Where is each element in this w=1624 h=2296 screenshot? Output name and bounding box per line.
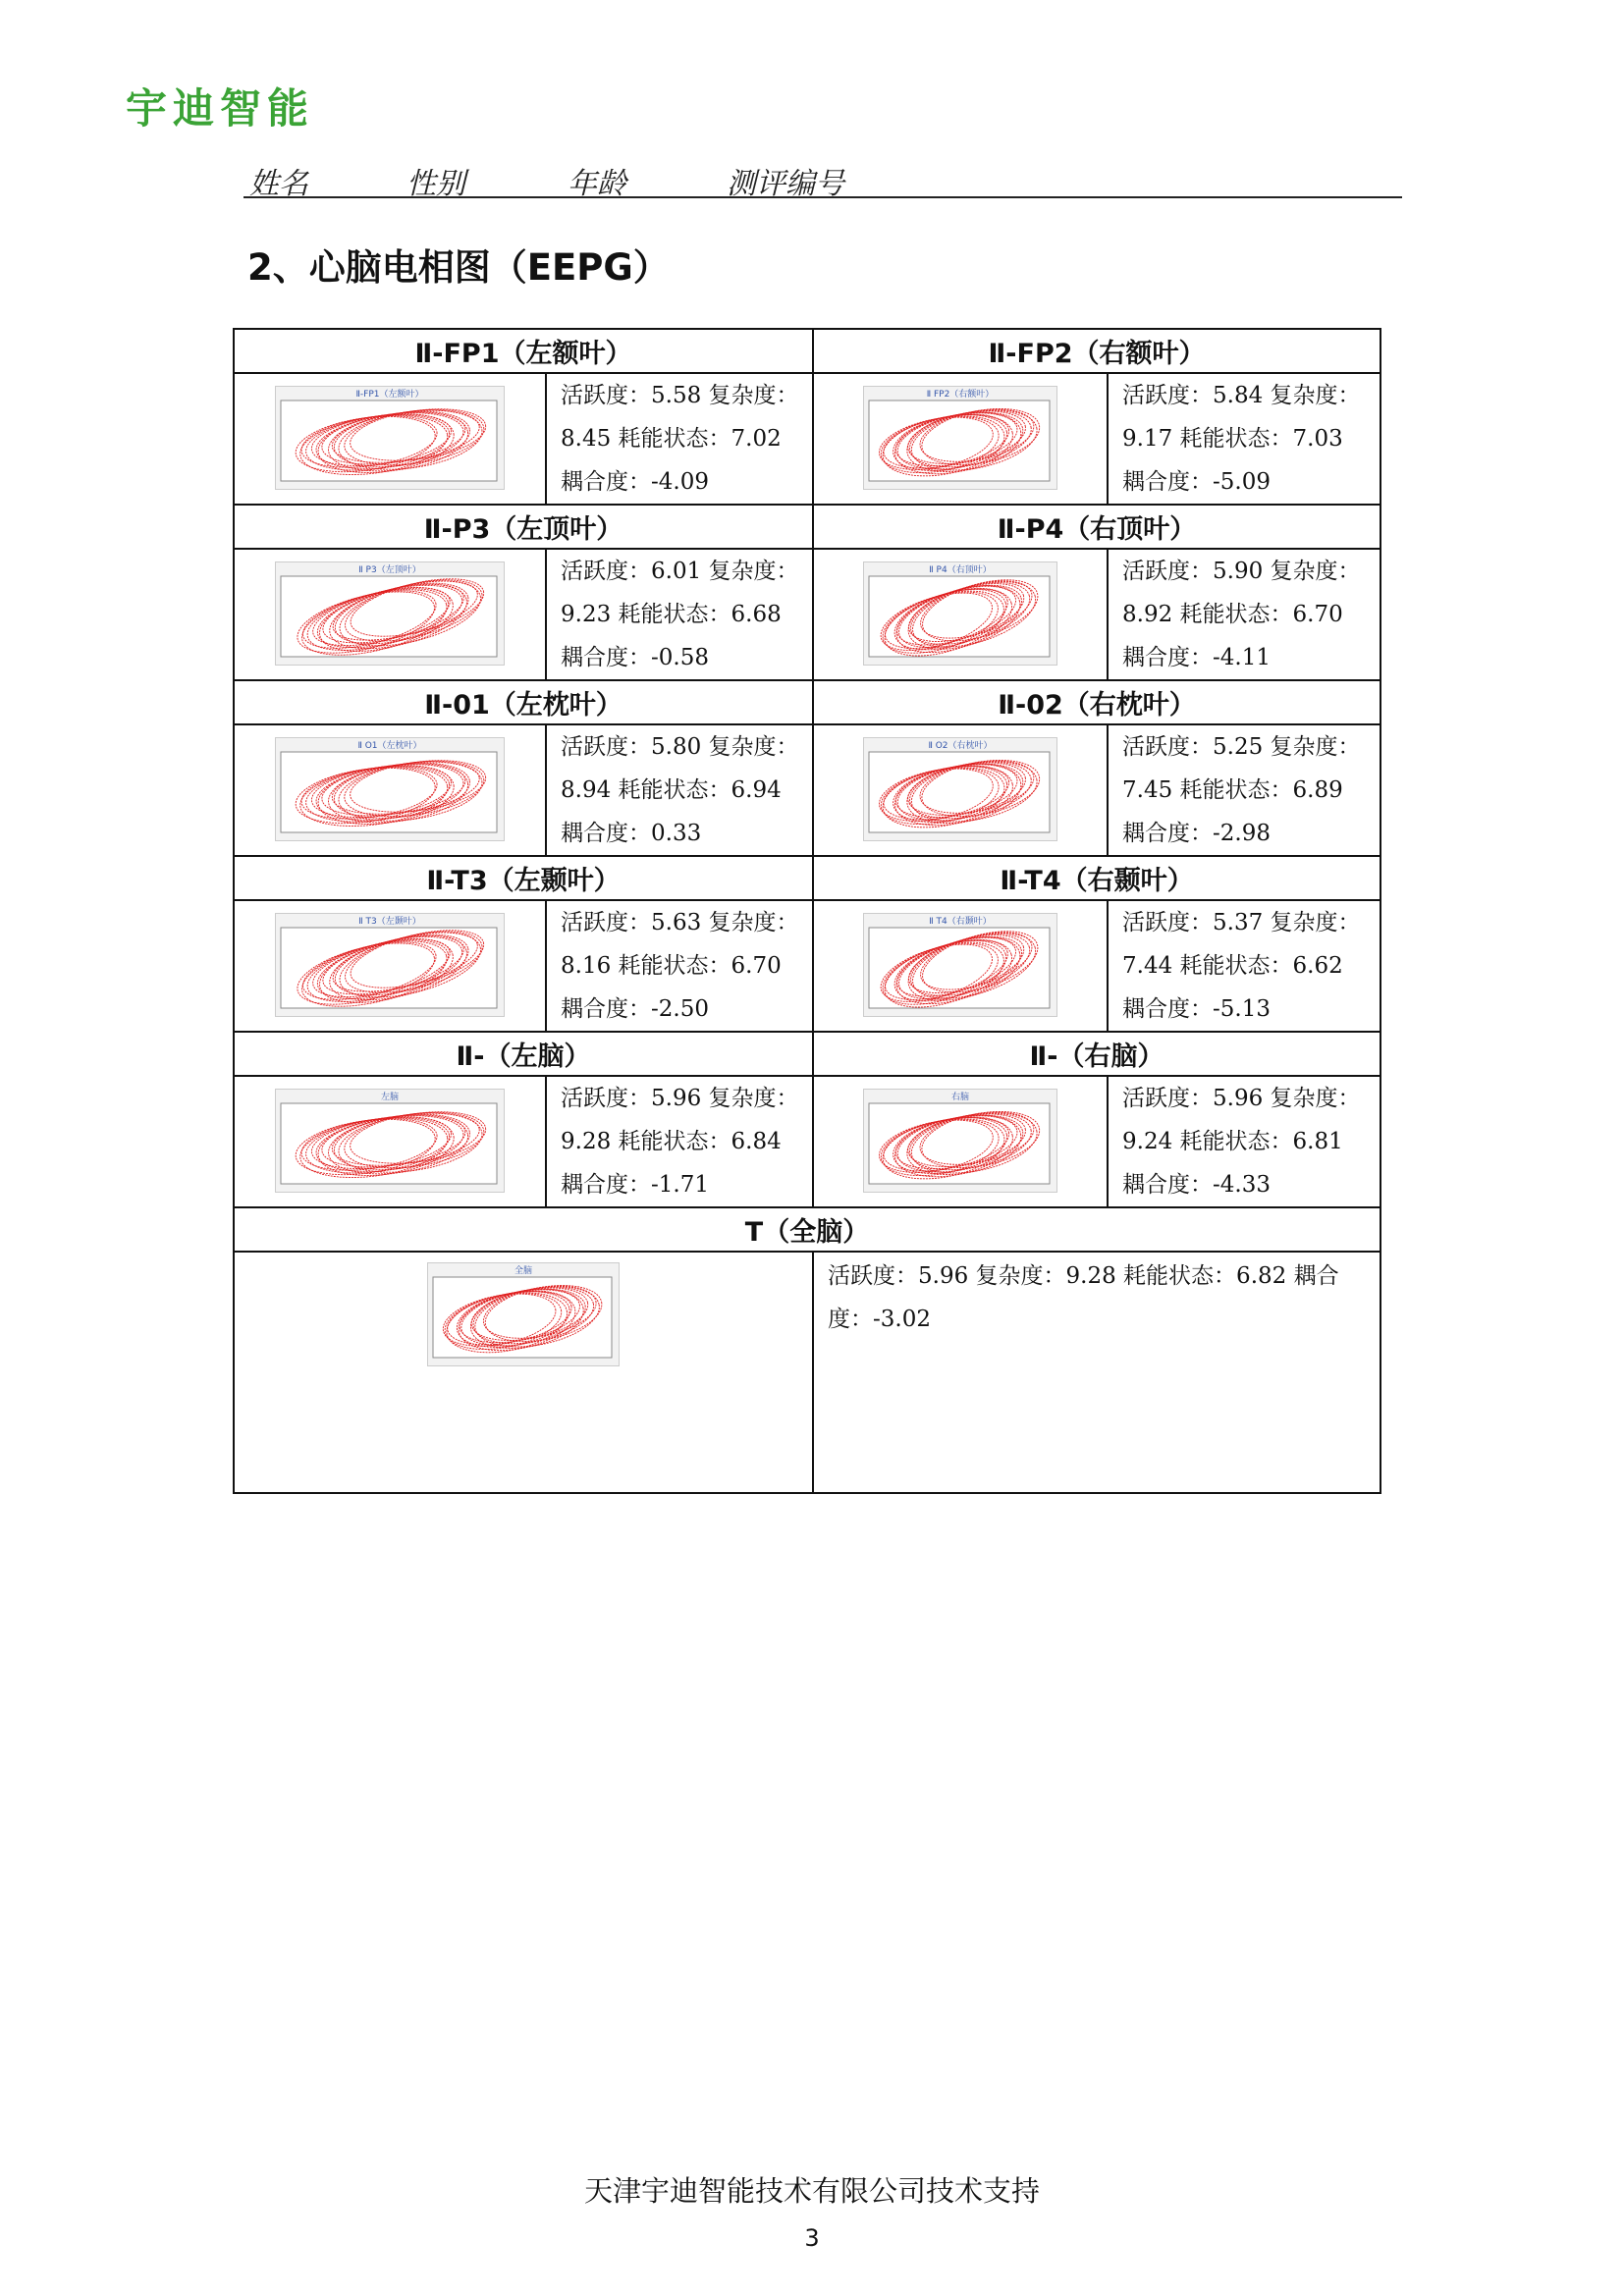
- metric-line: 耦合度：-1.71: [561, 1172, 709, 1198]
- eeg-phase-plot: [275, 386, 505, 490]
- region-plot-cell: [234, 373, 546, 505]
- metric-line: 耦合度：-4.11: [1122, 645, 1271, 670]
- metric-line: 7.45 耗能状态：6.89: [1122, 777, 1343, 803]
- metric-line: 8.45 耗能状态：7.02: [561, 426, 782, 452]
- whole-brain-title-row: [234, 1207, 1380, 1252]
- region-plot-cell: [234, 549, 546, 680]
- metric-line: 8.16 耗能状态：6.70: [561, 953, 782, 979]
- metric-line: 耦合度：-2.98: [1122, 821, 1271, 846]
- patient-info-header: [244, 155, 1402, 201]
- region-title: Ⅱ-01（左枕叶）: [234, 680, 813, 724]
- plot-title: Ⅱ T4（右颞叶）: [929, 916, 992, 927]
- region-plot-cell: [813, 724, 1108, 856]
- region-title: Ⅱ-T3（左颞叶）: [234, 856, 813, 900]
- gender-label: 性别: [406, 167, 465, 201]
- plot-title: Ⅱ P4（右顶叶）: [929, 564, 992, 575]
- age-label: 年龄: [568, 167, 626, 201]
- metric-line: 8.94 耗能状态：6.94: [561, 777, 782, 803]
- section-title: 2、心脑电相图（EEPG）: [247, 246, 670, 289]
- eeg-phase-plot: [275, 561, 505, 666]
- region-metrics: [546, 549, 813, 680]
- whole-brain-content-row: [234, 1252, 1380, 1493]
- region-content-row: [234, 724, 1380, 856]
- eeg-phase-plot: [275, 737, 505, 841]
- plot-title: Ⅱ T3（左颞叶）: [358, 916, 421, 927]
- metric-line: 9.23 耗能状态：6.68: [561, 602, 782, 627]
- whole-brain-title: T（全脑）: [234, 1207, 1380, 1252]
- test-id-label: 测评编号: [727, 167, 844, 201]
- region-plot-cell: [813, 900, 1108, 1032]
- region-plot-cell: [813, 373, 1108, 505]
- metric-line: 耦合度：0.33: [561, 821, 702, 846]
- region-metrics: [1108, 373, 1380, 505]
- region-title-row: [234, 329, 1380, 373]
- metric-line: 活跃度：5.96 复杂度：: [1122, 1086, 1361, 1111]
- metric-line: 活跃度：5.80 复杂度：: [561, 734, 799, 760]
- region-content-row: [234, 900, 1380, 1032]
- region-plot-cell: [234, 724, 546, 856]
- region-title: Ⅱ-02（右枕叶）: [813, 680, 1380, 724]
- region-metrics: [546, 724, 813, 856]
- metric-line: 活跃度：5.58 复杂度：: [561, 383, 799, 408]
- plot-title: Ⅱ FP2（右额叶）: [926, 389, 995, 400]
- plot-title: 左脑: [380, 1092, 400, 1102]
- whole-brain-metrics: 活跃度：5.96 复杂度：9.28 耗能状态：6.82 耦合度：-3.02: [813, 1252, 1380, 1493]
- eeg-phase-plot: [275, 1089, 505, 1193]
- region-title: Ⅱ-P4（右顶叶）: [813, 505, 1380, 549]
- eeg-phase-plot: [863, 1089, 1057, 1193]
- region-metrics: [1108, 900, 1380, 1032]
- plot-title: Ⅱ O1（左枕叶）: [357, 740, 422, 751]
- metric-line: 耦合度：-4.33: [1122, 1172, 1271, 1198]
- plot-title: Ⅱ O2（右枕叶）: [928, 740, 993, 751]
- metric-line: 9.17 耗能状态：7.03: [1122, 426, 1343, 452]
- region-content-row: [234, 1076, 1380, 1207]
- metric-line: 9.28 耗能状态：6.84: [561, 1129, 782, 1154]
- eepg-table: [233, 328, 1381, 1494]
- eeg-phase-plot: [863, 737, 1057, 841]
- region-title: Ⅱ-T4（右颞叶）: [813, 856, 1380, 900]
- region-title: Ⅱ-（右脑）: [813, 1032, 1380, 1076]
- metric-line: 耦合度：-0.58: [561, 645, 709, 670]
- region-content-row: [234, 373, 1380, 505]
- region-metrics: [1108, 549, 1380, 680]
- region-title: Ⅱ-（左脑）: [234, 1032, 813, 1076]
- whole-brain-plot: [427, 1262, 620, 1366]
- region-plot-cell: [813, 549, 1108, 680]
- region-title: Ⅱ-P3（左顶叶）: [234, 505, 813, 549]
- page-number: 3: [804, 2224, 820, 2252]
- metric-line: 活跃度：5.25 复杂度：: [1122, 734, 1361, 760]
- metric-line: 耦合度：-5.13: [1122, 996, 1271, 1022]
- metric-line: 7.44 耗能状态：6.62: [1122, 953, 1343, 979]
- eeg-phase-plot: [275, 913, 505, 1017]
- metric-line: 耦合度：-4.09: [561, 469, 709, 495]
- region-plot-cell: [234, 1076, 546, 1207]
- name-label: 姓名: [249, 167, 308, 201]
- region-metrics: [1108, 724, 1380, 856]
- plot-title: Ⅱ-FP1（左额叶）: [355, 389, 424, 400]
- company-logo: 宇迪智能: [126, 84, 315, 133]
- region-title-row: [234, 505, 1380, 549]
- region-metrics: [546, 373, 813, 505]
- footer-text: 天津宇迪智能技术有限公司技术支持: [583, 2174, 1040, 2208]
- region-metrics: [1108, 1076, 1380, 1207]
- metric-line: 活跃度：6.01 复杂度：: [561, 559, 799, 584]
- region-title-row: [234, 680, 1380, 724]
- plot-title: 右脑: [951, 1092, 970, 1102]
- metric-line: 活跃度：5.37 复杂度：: [1122, 910, 1361, 935]
- metric-line: 耦合度：-5.09: [1122, 469, 1271, 495]
- region-title-row: [234, 856, 1380, 900]
- region-title: Ⅱ-FP2（右额叶）: [813, 329, 1380, 373]
- eeg-phase-plot: [863, 561, 1057, 666]
- metric-line: 8.92 耗能状态：6.70: [1122, 602, 1343, 627]
- eeg-phase-plot: [863, 386, 1057, 490]
- region-content-row: [234, 549, 1380, 680]
- metric-line: 9.24 耗能状态：6.81: [1122, 1129, 1343, 1154]
- whole-brain-plot-cell: [234, 1252, 813, 1493]
- metric-line: 活跃度：5.96 复杂度：: [561, 1086, 799, 1111]
- metric-line: 耦合度：-2.50: [561, 996, 709, 1022]
- plot-title: 全脑: [514, 1266, 533, 1276]
- metric-line: 活跃度：5.84 复杂度：: [1122, 383, 1361, 408]
- region-plot-cell: [813, 1076, 1108, 1207]
- region-plot-cell: [234, 900, 546, 1032]
- metric-line: 活跃度：5.90 复杂度：: [1122, 559, 1361, 584]
- plot-title: Ⅱ P3（左顶叶）: [358, 564, 421, 575]
- region-metrics: [546, 900, 813, 1032]
- eeg-phase-plot: [863, 913, 1057, 1017]
- region-metrics: [546, 1076, 813, 1207]
- region-title-row: [234, 1032, 1380, 1076]
- region-title: Ⅱ-FP1（左额叶）: [234, 329, 813, 373]
- metric-line: 活跃度：5.63 复杂度：: [561, 910, 799, 935]
